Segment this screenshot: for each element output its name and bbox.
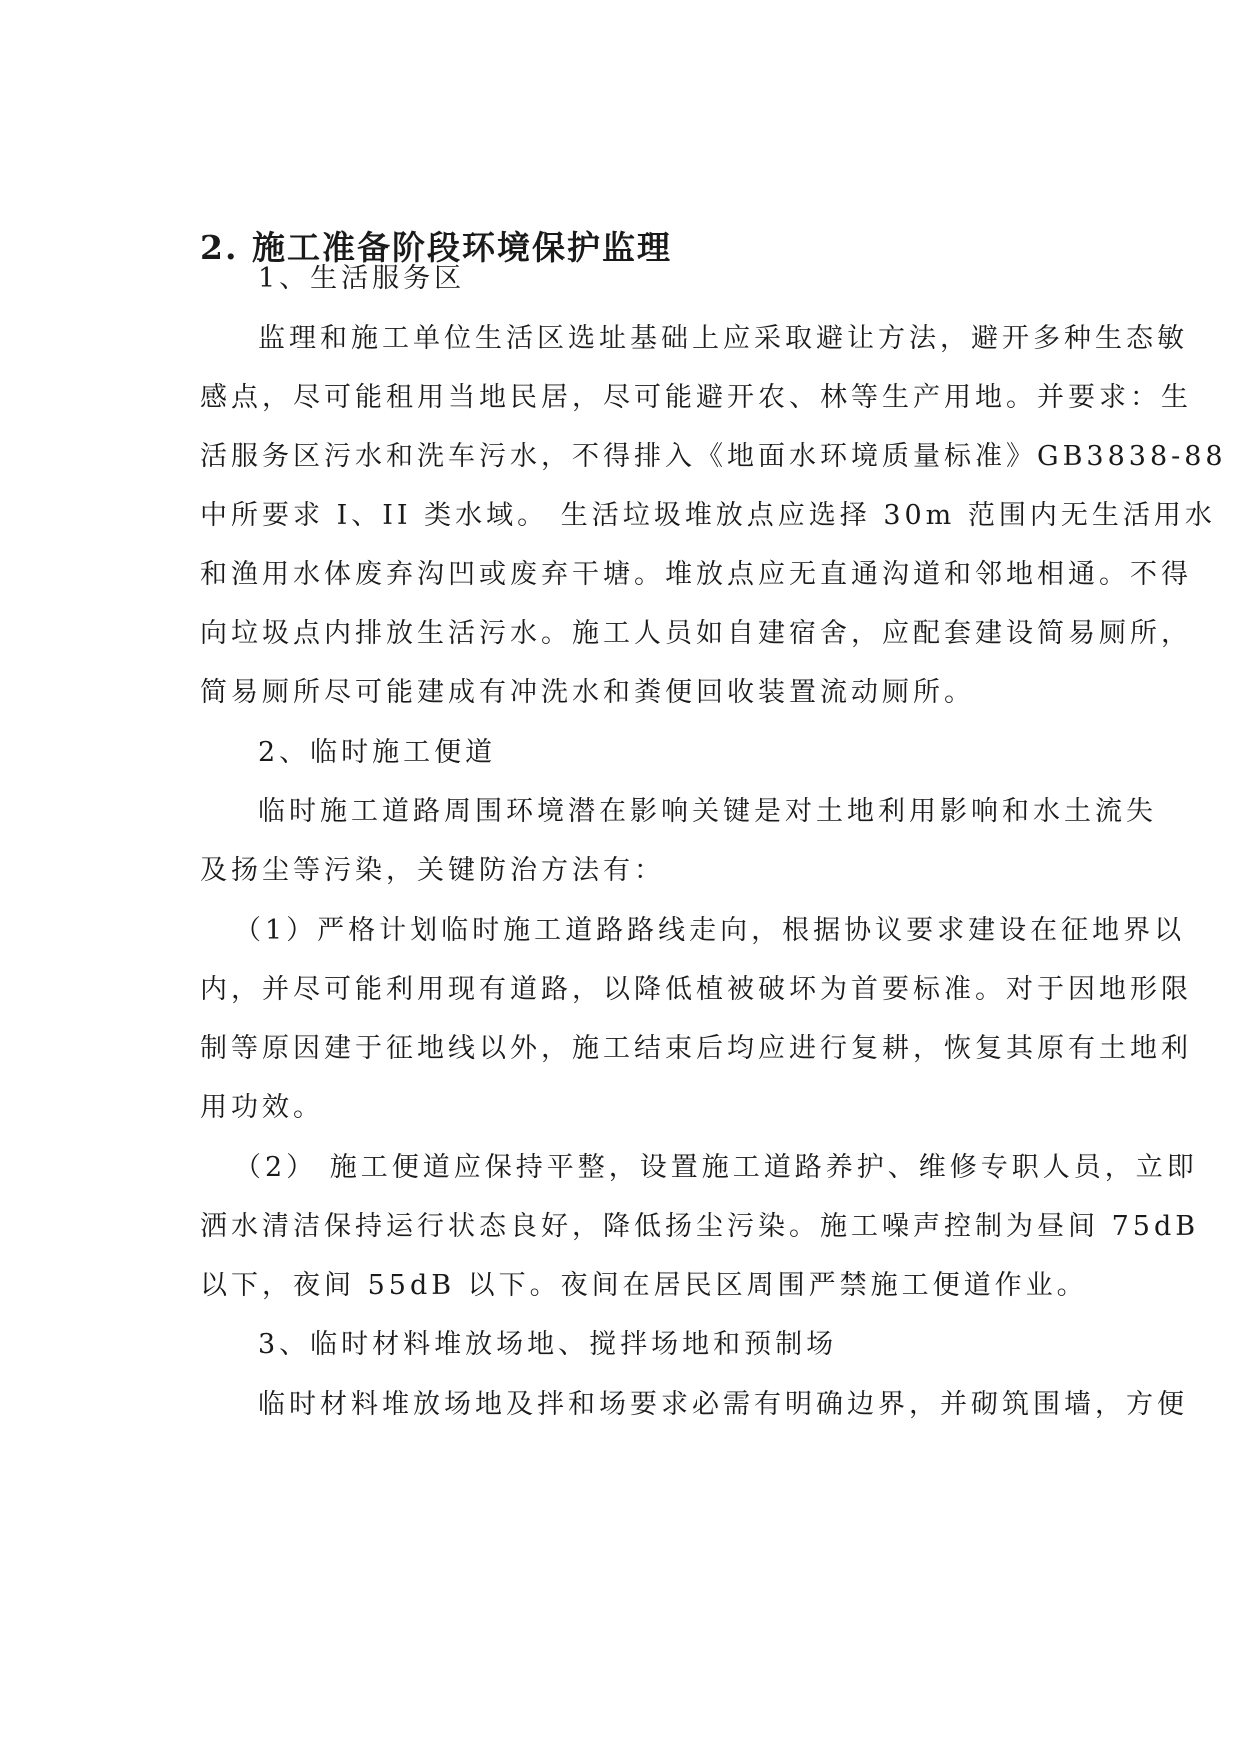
paragraph-line: 活服务区污水和洗车污水，不得排入《地面水环境质量标准》GB3838-88 — [200, 441, 1227, 472]
subsection-title-1: 1、生活服务区 — [258, 263, 466, 294]
paragraph-line: 简易厕所尽可能建成有冲洗水和粪便回收装置流动厕所。 — [200, 677, 975, 708]
list-item-line: （1）严格计划临时施工道路路线走向，根据协议要求建设在征地界以 — [234, 915, 1186, 946]
list-item-line: 用功效。 — [200, 1092, 324, 1123]
paragraph-line: 临时材料堆放场地及拌和场要求必需有明确边界，并砌筑围墙，方便 — [258, 1389, 1188, 1420]
paragraph-line: 感点，尽可能租用当地民居，尽可能避开农、林等生产用地。并要求：生 — [200, 382, 1192, 413]
paragraph-line: 临时施工道路周围环境潜在影响关键是对土地利用影响和水土流失 — [258, 796, 1157, 827]
paragraph-line: 和渔用水体废弃沟凹或废弃干塘。堆放点应无直通沟道和邻地相通。不得 — [200, 559, 1192, 590]
subsection-title-2: 2、临时施工便道 — [258, 737, 497, 768]
section-heading: 2. 施工准备阶段环境保护监理 — [200, 228, 672, 267]
list-item-line: 制等原因建于征地线以外，施工结束后均应进行复耕，恢复其原有土地利 — [200, 1033, 1192, 1064]
list-item-line: 以下，夜间 55dB 以下。夜间在居民区周围严禁施工便道作业。 — [200, 1270, 1088, 1301]
list-item-line: 洒水清洁保持运行状态良好，降低扬尘污染。施工噪声控制为昼间 75dB — [200, 1211, 1200, 1242]
paragraph-line: 中所要求 I、II 类水域。 生活垃圾堆放点应选择 30m 范围内无生活用水 — [200, 500, 1216, 531]
paragraph-line: 及扬尘等污染，关键防治方法有： — [200, 855, 665, 886]
paragraph-line: 监理和施工单位生活区选址基础上应采取避让方法，避开多种生态敏 — [258, 323, 1188, 354]
paragraph-line: 向垃圾点内排放生活污水。施工人员如自建宿舍，应配套建设简易厕所， — [200, 618, 1192, 649]
list-item-line: （2） 施工便道应保持平整，设置施工道路养护、维修专职人员，立即 — [234, 1152, 1198, 1183]
list-item-line: 内，并尽可能利用现有道路，以降低植被破坏为首要标准。对于因地形限 — [200, 974, 1192, 1005]
subsection-title-3: 3、临时材料堆放场地、搅拌场地和预制场 — [258, 1329, 838, 1360]
